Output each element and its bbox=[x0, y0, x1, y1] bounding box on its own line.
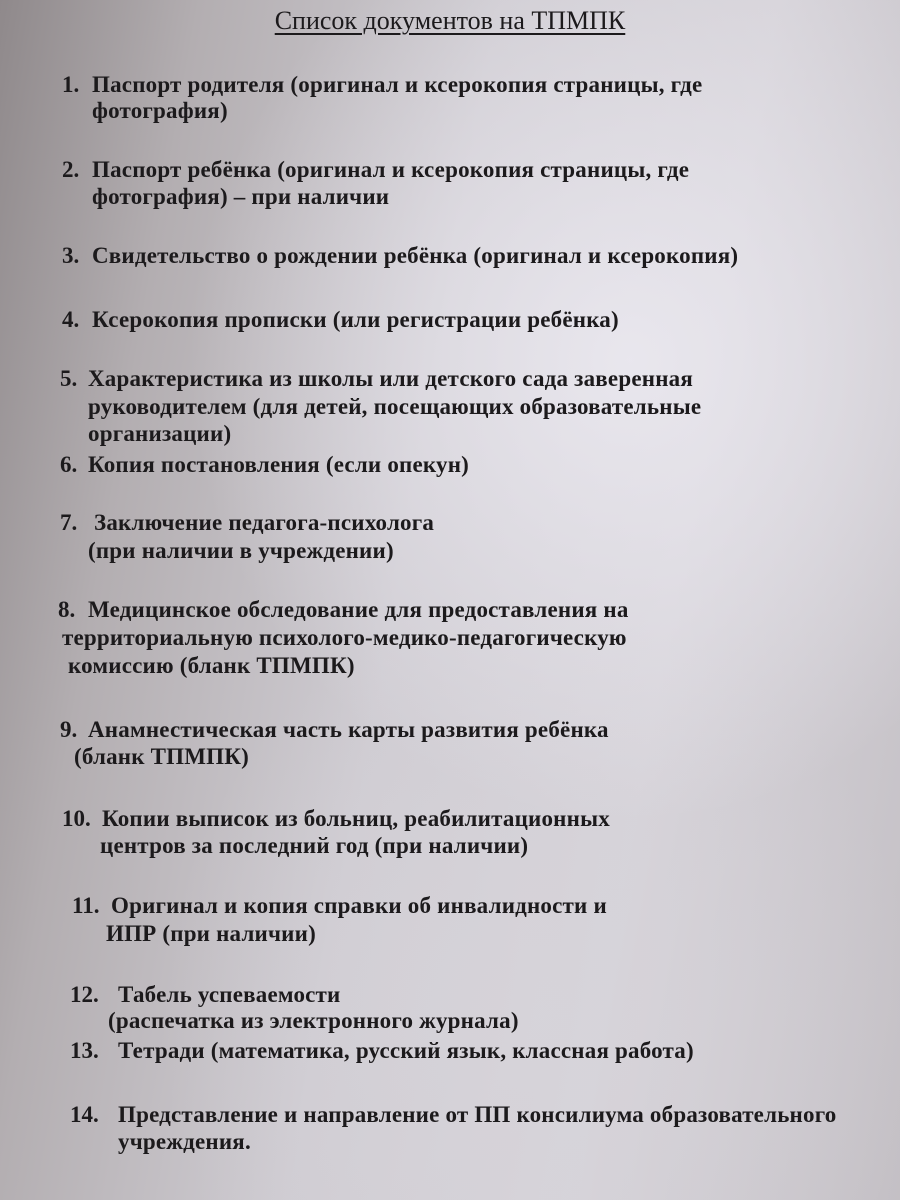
item-line: Копия постановления (если опекун) bbox=[88, 452, 470, 477]
item-line: Табель успеваемости bbox=[118, 982, 341, 1007]
item-number: 13. bbox=[70, 1038, 99, 1063]
document-title bbox=[0, 6, 900, 36]
item-line: Паспорт ребёнка (оригинал и ксерокопия страницы, где bbox=[92, 157, 690, 182]
title-text: Список документов на ТПМПК bbox=[274, 6, 626, 35]
item-line: Оригинал и копия справки об инвалидности и bbox=[111, 893, 607, 918]
item-number: 6. bbox=[60, 452, 78, 477]
item-number: 9. bbox=[60, 717, 78, 742]
item-number: 3. bbox=[62, 243, 80, 268]
item-line: Представление и направление от ПП консилиума образовательного bbox=[118, 1102, 837, 1127]
item-number: 11. bbox=[72, 893, 100, 918]
item-line: ИПР (при наличии) bbox=[106, 921, 316, 946]
item-line: фотография) – при наличии bbox=[92, 184, 390, 209]
item-line: (бланк ТПМПК) bbox=[74, 744, 250, 769]
item-number: 12. bbox=[70, 982, 99, 1007]
item-line: Свидетельство о рождении ребёнка (оригинал и ксерокопия) bbox=[92, 243, 739, 268]
item-line: учреждения. bbox=[118, 1129, 251, 1154]
item-line: Копии выписок из больниц, реабилитационных bbox=[102, 806, 610, 831]
item-line: Ксерокопия прописки (или регистрации ребёнка) bbox=[92, 307, 619, 332]
item-line: организации) bbox=[88, 421, 232, 446]
item-line: (при наличии в учреждении) bbox=[88, 538, 394, 563]
item-number: 1. bbox=[62, 72, 80, 97]
item-line: Заключение педагога-психолога bbox=[94, 510, 435, 535]
item-number: 4. bbox=[62, 307, 80, 332]
item-number: 2. bbox=[62, 157, 80, 182]
item-line: Анамнестическая часть карты развития ребёнка bbox=[88, 717, 609, 742]
item-line: фотография) bbox=[92, 98, 228, 123]
item-number: 10. bbox=[62, 806, 91, 831]
item-number: 8. bbox=[58, 597, 76, 622]
item-line: центров за последний год (при наличии) bbox=[100, 833, 529, 858]
item-number: 14. bbox=[70, 1102, 99, 1127]
item-line: Медицинское обследование для предоставления на bbox=[88, 597, 629, 622]
item-line: комиссию (бланк ТПМПК) bbox=[68, 653, 355, 678]
item-line: Характеристика из школы или детского сада заверенная bbox=[88, 366, 693, 391]
item-line: территориальную психолого-медико-педагогическую bbox=[62, 625, 627, 650]
item-number: 5. bbox=[60, 366, 78, 391]
item-line: Паспорт родителя (оригинал и ксерокопия страницы, где bbox=[92, 72, 703, 97]
item-line: руководителем (для детей, посещающих образовательные bbox=[88, 394, 702, 419]
item-number: 7. bbox=[60, 510, 78, 535]
item-line: (распечатка из электронного журнала) bbox=[108, 1008, 519, 1033]
item-line: Тетради (математика, русский язык, классная работа) bbox=[118, 1038, 694, 1063]
